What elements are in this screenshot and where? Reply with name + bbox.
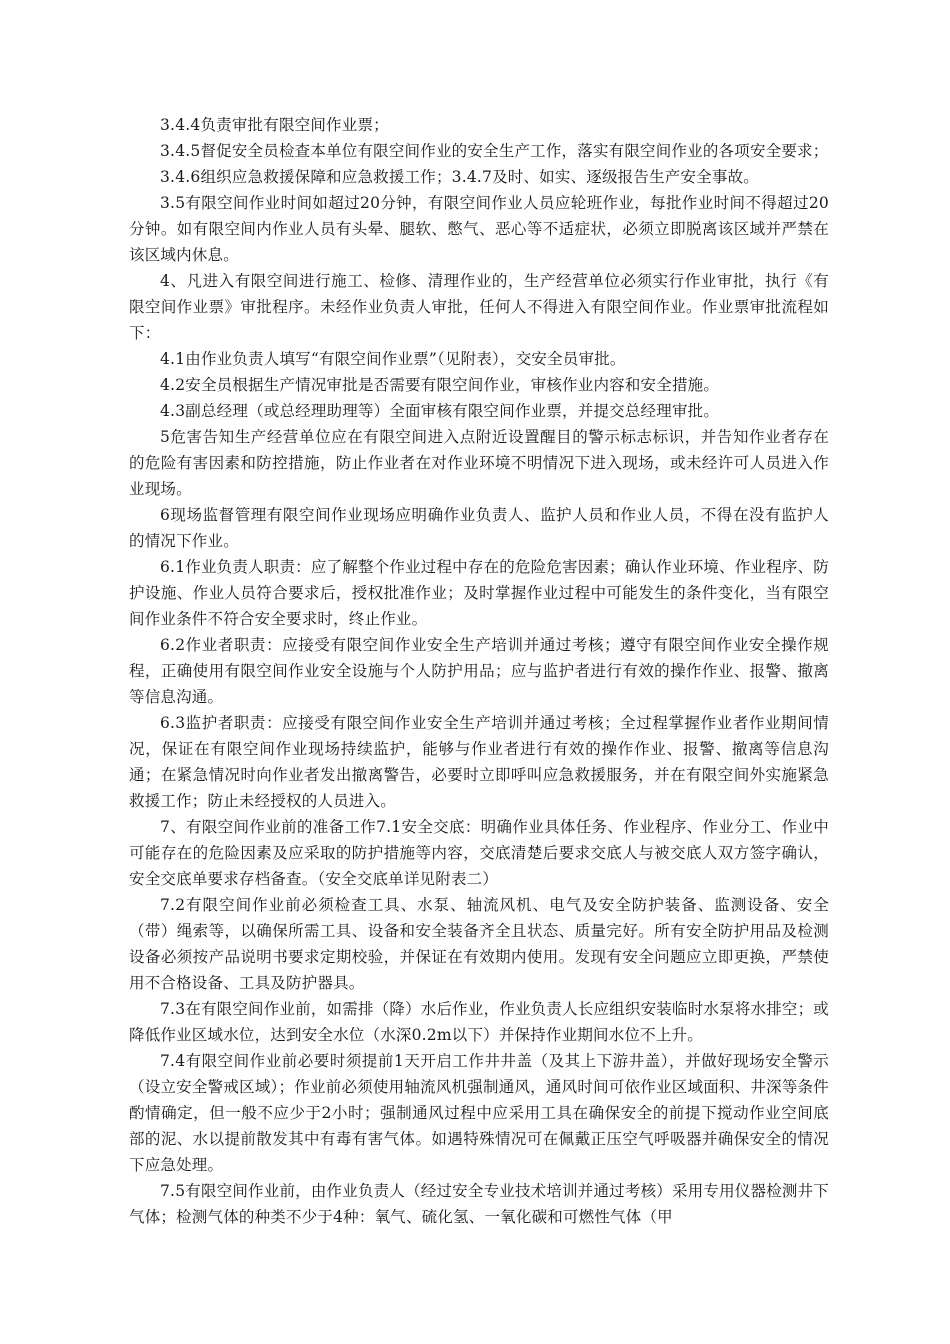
paragraph: 6.3监护者职责：应接受有限空间作业安全生产培训并通过考核；全过程掌握作业者作业期间情况，保证在有限空间作业现场持续监护，能够与作业者进行有效的操作作业、报警、撤离等信息沟通；在紧急情况时向作业者发出撤离警告，必要时立即呼叫应急救援服务，并在有限空间外实施紧急救援工作；防止未经授权的人员进入。: [129, 714, 829, 810]
paragraph: 7、有限空间作业前的准备工作7.1安全交底：明确作业具体任务、作业程序、作业分工、作业中可能存在的危险因素及应采取的防护措施等内容，交底清楚后要求交底人与被交底人双方签字确认，安全交底单要求存档备查。（安全交底单详见附表二）: [129, 818, 829, 888]
paragraph: 4.1由作业负责人填写“有限空间作业票”（见附表），交安全员审批。: [160, 350, 626, 368]
paragraph: 6.2作业者职责：应接受有限空间作业安全生产培训并通过考核；遵守有限空间作业安全操作规程，正确使用有限空间作业安全设施与个人防护用品；应与监护者进行有效的操作作业、报警、撤离等信息沟通。: [129, 636, 829, 706]
paragraph: 3.5有限空间作业时间如超过20分钟，有限空间作业人员应轮班作业，每批作业时间不得超过20分钟。如有限空间内作业人员有头晕、腿软、憋气、恶心等不适症状，必须立即脱离该区域并严禁在该区域内休息。: [129, 194, 829, 264]
document-body: [129, 112, 829, 1230]
paragraph: 3.4.6组织应急救援保障和应急救援工作；3.4.7及时、如实、逐级报告生产安全事故。: [160, 168, 759, 186]
paragraph: 7.3在有限空间作业前，如需排（降）水后作业，作业负责人长应组织安装临时水泵将水排空；或降低作业区域水位，达到安全水位（水深0.2m以下）并保持作业期间水位不上升。: [129, 1000, 829, 1044]
paragraph: 5危害告知生产经营单位应在有限空间进入点附近设置醒目的警示标志标识，并告知作业者存在的危险有害因素和防控措施，防止作业者在对作业环境不明情况下进入现场，或未经许可人员进入作业现场。: [129, 428, 829, 498]
paragraph: 7.5有限空间作业前，由作业负责人（经过安全专业技术培训并通过考核）采用专用仪器检测井下气体；检测气体的种类不少于4种：氧气、硫化氢、一氧化碳和可燃性气体（甲: [129, 1182, 829, 1226]
paragraph: 6.1作业负责人职责：应了解整个作业过程中存在的危险危害因素；确认作业环境、作业程序、防护设施、作业人员符合要求后，授权批准作业；及时掌握作业过程中可能发生的条件变化，当有限空间作业条件不符合安全要求时，终止作业。: [129, 558, 829, 628]
paragraph: 4.2安全员根据生产情况审批是否需要有限空间作业，审核作业内容和安全措施。: [160, 376, 720, 394]
paragraph: 6现场监督管理有限空间作业现场应明确作业负责人、监护人员和作业人员，不得在没有监护人的情况下作业。: [129, 506, 829, 550]
paragraph: 3.4.5督促安全员检查本单位有限空间作业的安全生产工作，落实有限空间作业的各项安全要求；: [160, 142, 829, 160]
paragraph: 7.4有限空间作业前必要时须提前1天开启工作井井盖（及其上下游井盖），并做好现场安全警示（设立安全警戒区域）；作业前必须使用轴流风机强制通风，通风时间可依作业区域面积、井深等条件酌情确定，但一般不应少于2小时；强制通风过程中应采用工具在确保安全的前提下搅动作业空间底部的泥、水以提前散发其中有毒有害气体。如遇特殊情况可在佩戴正压空气呼吸器并确保安全的情况下应急处理。: [129, 1052, 829, 1174]
paragraph: 4.3副总经理（或总经理助理等）全面审核有限空间作业票，并提交总经理审批。: [160, 402, 720, 420]
paragraph: 3.4.4负责审批有限空间作业票；: [160, 116, 389, 134]
paragraph: 4、凡进入有限空间进行施工、检修、清理作业的，生产经营单位必须实行作业审批，执行《有限空间作业票》审批程序。未经作业负责人审批，任何人不得进入有限空间作业。作业票审批流程如下：: [129, 272, 829, 342]
paragraph: 7.2有限空间作业前必须检查工具、水泵、轴流风机、电气及安全防护装备、监测设备、安全（带）绳索等，以确保所需工具、设备和安全装备齐全且状态、质量完好。所有安全防护用品及检测设备必须按产品说明书要求定期校验，并保证在有效期内使用。发现有安全问题应立即更换，严禁使用不合格设备、工具及防护器具。: [129, 896, 829, 992]
